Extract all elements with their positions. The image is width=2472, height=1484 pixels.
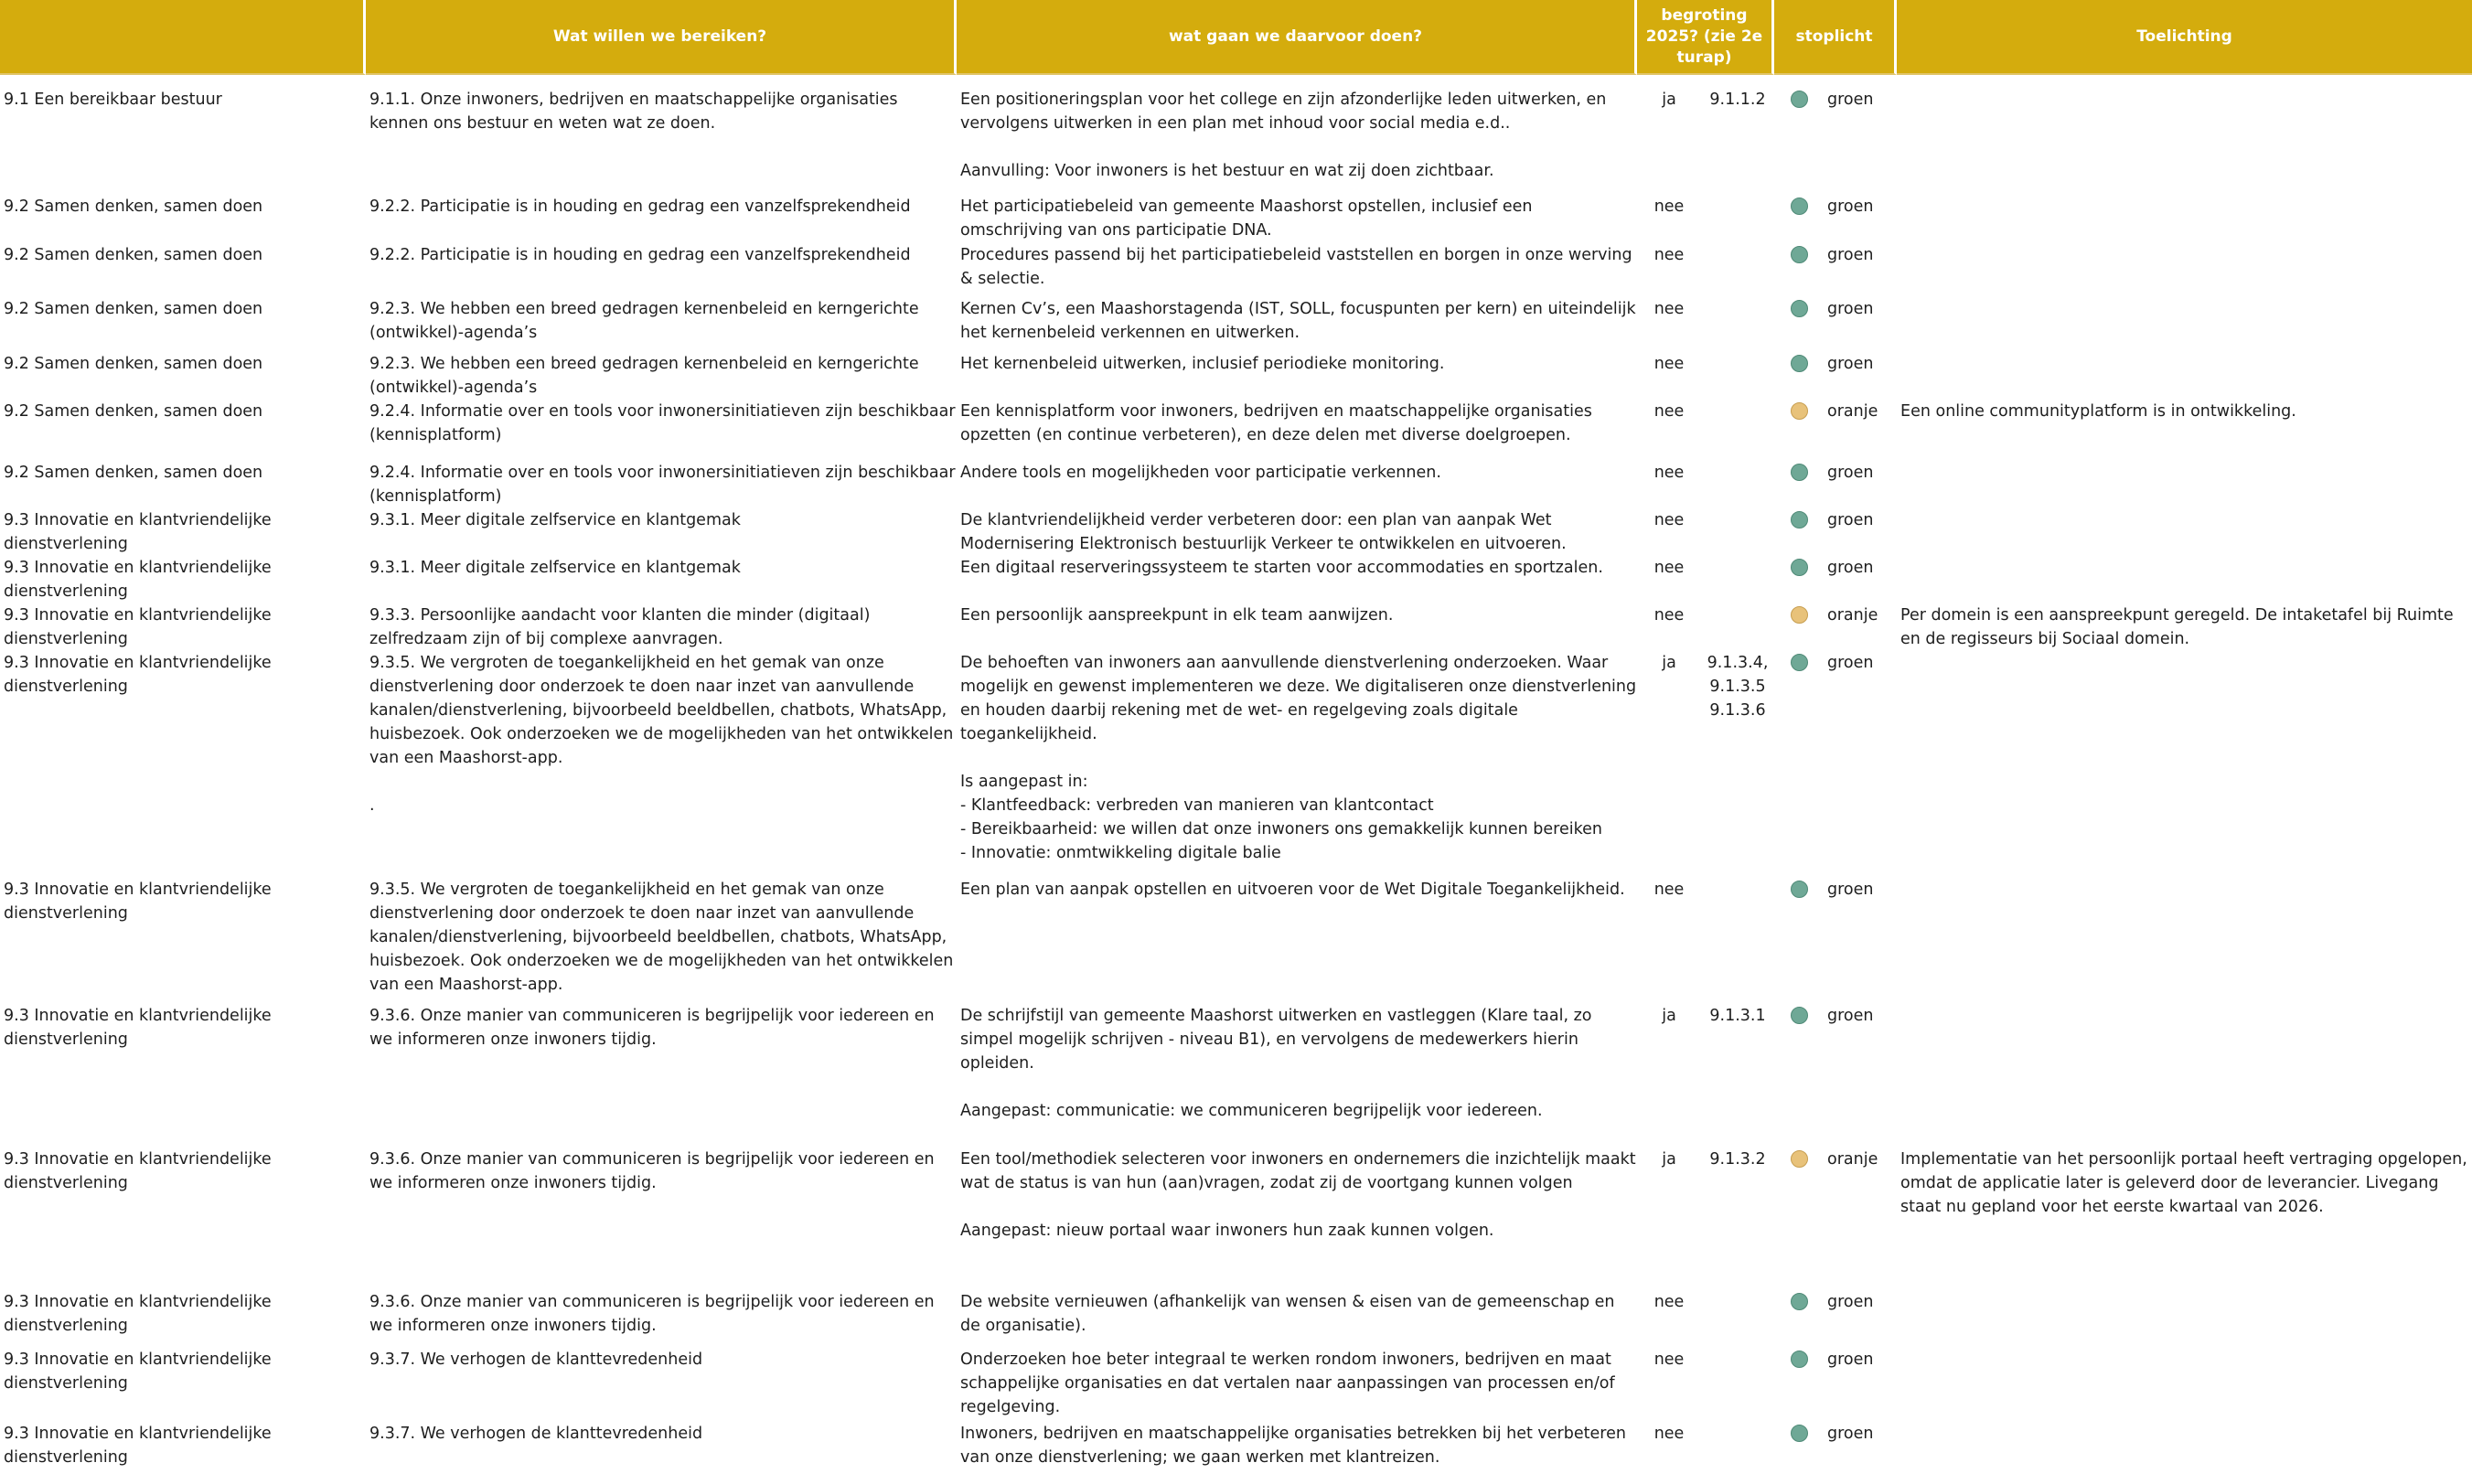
cell-budget: nee [1653,606,1685,625]
cell-target: 9.3.5. We vergroten de toegankelijkheid en het gemak van onze dienstverlening door onderzoek te doen naar inzet van aanvullende kanalen/dienstverlening, bijvoorbeeld beeldbellen, chatbots, WhatsApp, huisbezoek. Ook onderzoeken we de mogelijkheden van het ontwikkelen van een Maashorst-app. . [369,654,954,815]
table-row [0,1348,2472,1422]
cell-target: 9.3.6. Onze manier van communiceren is begrijpelijk voor iedereen en we informeren onze inwoners tijdig. [369,1293,935,1335]
cell-target: 9.2.2. Participatie is in houding en gedrag een vanzelfsprekendheid [369,198,911,216]
cell-target: 9.3.1. Meer digitale zelfservice en klantgemak [369,511,741,529]
cell-action: De behoeften van inwoners aan aanvullende dienstverlening onderzoeken. Waar mogelijk en gewenst implementeren we deze. We digitaliseren onze dienstverlening en houden daarbij rekening met de wet- en regelgeving zoals digitale toegankelijkheid. Is aangepast in: - Klantfeedback: verbreden van manieren van klantcontact - Bereikbaarheid: we willen dat onze inwoners ons gemakkelijk kunnen bereiken - Innovatie: onmtwikkeling digitale balie [960,654,1637,862]
traffic-light-cell [1774,508,1824,556]
traffic-light-cell [1774,651,1824,878]
header-goal [0,0,366,75]
cell-goal: 9.3 Innovatie en klantvriendelijke dienstverlening [4,881,272,923]
cell-target: 9.3.7. We verhogen de klanttevredenheid [369,1425,703,1443]
traffic-light-icon [1791,1425,1808,1442]
cell-action: Kernen Cv’s, een Maashorstagenda (IST, SOLL, focuspunten per kern) en uiteindelijk het kernenbeleid verkennen en uitwerken. [960,300,1636,342]
traffic-light-icon [1791,1007,1808,1024]
traffic-light-cell [1774,461,1824,508]
cell-status: groen [1827,1007,1874,1025]
cell-action: Inwoners, bedrijven en maatschappelijke organisaties betrekken bij het verbeteren van onze dienstverlening; we gaan werken met klantreizen. [960,1425,1626,1467]
table-row [0,651,2472,878]
cell-explanation [1897,556,2472,603]
cell-budget: nee [1653,559,1685,577]
cell-budget: ja [1662,1150,1676,1169]
traffic-light-icon [1791,654,1808,671]
cell-reference: 9.1.1.2 [1709,91,1766,109]
cell-target: 9.3.6. Onze manier van communiceren is begrijpelijk voor iedereen en we informeren onze inwoners tijdig. [369,1007,935,1049]
cell-status: oranje [1827,606,1878,625]
cell-status: groen [1827,246,1874,264]
table-row [0,508,2472,556]
cell-reference [1701,352,1774,400]
cell-goal: 9.2 Samen denken, samen doen [4,355,263,373]
cell-explanation [1897,1348,2472,1422]
cell-explanation [1897,195,2472,243]
cell-action: Onderzoeken hoe beter integraal te werken rondom inwoners, bedrijven en maat schappelijke organisaties en dat vertalen naar aanpassingen van processen en/of regelgeving. [960,1351,1615,1416]
cell-target: 9.3.5. We vergroten de toegankelijkheid en het gemak van onze dienstverlening door onderzoek te doen naar inzet van aanvullende kanalen/dienstverlening, bijvoorbeeld beeldbellen, chatbots, WhatsApp, huisbezoek. Ook onderzoeken we de mogelijkheden van het ontwikkelen van een Maashorst-app. [369,881,954,994]
header-traffic-light: stoplicht [1774,0,1897,75]
cell-status: groen [1827,1425,1874,1443]
cell-goal: 9.1 Een bereikbaar bestuur [4,91,222,109]
traffic-light-cell [1774,878,1824,1004]
traffic-light-icon [1791,464,1808,481]
table-row [0,878,2472,1004]
cell-budget: nee [1653,464,1685,482]
cell-action: Andere tools en mogelijkheden voor participatie verkennen. [960,464,1441,482]
cell-goal: 9.3 Innovatie en klantvriendelijke dienstverlening [4,1007,272,1049]
table-row [0,243,2472,297]
header-row [0,0,2472,75]
cell-goal: 9.3 Innovatie en klantvriendelijke dienstverlening [4,654,272,696]
cell-budget: nee [1653,402,1685,421]
traffic-light-icon [1791,1150,1808,1168]
cell-explanation [1897,352,2472,400]
traffic-light-icon [1791,1293,1808,1310]
cell-status: groen [1827,198,1874,216]
cell-budget: nee [1653,511,1685,529]
cell-target: 9.3.1. Meer digitale zelfservice en klantgemak [369,559,741,577]
cell-explanation: Per domein is een aanspreekpunt geregeld. De intaketafel bij Ruimte en de regisseurs bij Sociaal domein. [1900,606,2454,648]
traffic-light-cell [1774,1290,1824,1348]
cell-explanation [1897,1004,2472,1148]
cell-action: Een plan van aanpak opstellen en uitvoeren voor de Wet Digitale Toegankelijkheid. [960,881,1625,899]
cell-explanation: Een online communityplatform is in ontwikkeling. [1900,402,2296,421]
cell-budget: nee [1653,1293,1685,1311]
table-row [0,556,2472,603]
cell-action: Een kennisplatform voor inwoners, bedrijven en maatschappelijke organisaties opzetten (en continue verbeteren), en deze delen met diverse doelgroepen. [960,402,1592,444]
cell-explanation: Implementatie van het persoonlijk portaal heeft vertraging opgelopen, omdat de applicatie later is geleverd door de leverancier. Livegang staat nu gepland voor het eerste kwartaal van 2026. [1900,1150,2467,1216]
cell-budget: nee [1653,881,1685,899]
cell-reference [1701,508,1774,556]
cell-status: groen [1827,355,1874,373]
cell-action: Een persoonlijk aanspreekpunt in elk team aanwijzen. [960,606,1394,625]
cell-goal: 9.3 Innovatie en klantvriendelijke dienstverlening [4,559,272,601]
cell-budget: nee [1653,246,1685,264]
cell-status: groen [1827,300,1874,318]
table-row [0,400,2472,461]
cell-goal: 9.3 Innovatie en klantvriendelijke dienstverlening [4,606,272,648]
traffic-light-icon [1791,91,1808,108]
cell-goal: 9.3 Innovatie en klantvriendelijke dienstverlening [4,1425,272,1467]
cell-status: groen [1827,559,1874,577]
cell-target: 9.2.3. We hebben een breed gedragen kernenbeleid en kerngerichte (ontwikkel)-agenda’s [369,355,919,397]
cell-status: groen [1827,464,1874,482]
cell-reference [1701,1422,1774,1469]
table-row [0,461,2472,508]
table-row [0,195,2472,243]
traffic-light-icon [1791,881,1808,898]
cell-action: Het kernenbeleid uitwerken, inclusief periodieke monitoring. [960,355,1445,373]
traffic-light-icon [1791,606,1808,624]
cell-action: Procedures passend bij het participatiebeleid vaststellen en borgen in onze werving & selectie. [960,246,1632,288]
traffic-light-cell [1774,603,1824,651]
table-body [0,75,2472,1469]
cell-goal: 9.3 Innovatie en klantvriendelijke dienstverlening [4,1293,272,1335]
cell-action: Een positioneringsplan voor het college en zijn afzonderlijke leden uitwerken, en vervolgens uitwerken in een plan met inhoud voor social media e.d.. Aanvulling: Voor inwoners is het bestuur en wat zij doen zichtbaar. [960,91,1607,180]
traffic-light-icon [1791,246,1808,263]
cell-explanation [1897,297,2472,352]
cell-target: 9.3.6. Onze manier van communiceren is begrijpelijk voor iedereen en we informeren onze inwoners tijdig. [369,1150,935,1192]
cell-action: De website vernieuwen (afhankelijk van wensen & eisen van de gemeenschap en de organisatie). [960,1293,1615,1335]
traffic-light-cell [1774,1148,1824,1290]
traffic-light-cell [1774,556,1824,603]
cell-action: Een digitaal reserveringssysteem te starten voor accommodaties en sportzalen. [960,559,1603,577]
cell-target: 9.3.3. Persoonlijke aandacht voor klanten die minder (digitaal) zelfredzaam zijn of bij complexe aanvragen. [369,606,871,648]
cell-target: 9.2.4. Informatie over en tools voor inwonersinitiatieven zijn beschikbaar (kennisplatform) [369,464,956,506]
table-row [0,603,2472,651]
cell-goal: 9.2 Samen denken, samen doen [4,464,263,482]
cell-explanation [1897,461,2472,508]
cell-reference [1701,195,1774,243]
cell-status: groen [1827,654,1874,672]
cell-reference [1701,1348,1774,1422]
cell-target: 9.2.2. Participatie is in houding en gedrag een vanzelfsprekendheid [369,246,911,264]
header-action: wat gaan we daarvoor doen? [957,0,1637,75]
cell-budget: nee [1653,300,1685,318]
cell-goal: 9.2 Samen denken, samen doen [4,198,263,216]
table-row [0,352,2472,400]
cell-reference [1701,400,1774,461]
cell-status: groen [1827,91,1874,109]
cell-action: Een tool/methodiek selecteren voor inwoners en ondernemers die inzichtelijk maakt wat de status is van hun (aan)vragen, zodat zij de voortgang kunnen volgen Aangepast: nieuw portaal waar inwoners hun zaak kunnen volgen. [960,1150,1636,1240]
cell-goal: 9.3 Innovatie en klantvriendelijke dienstverlening [4,1150,272,1192]
traffic-light-cell [1774,1004,1824,1148]
cell-target: 9.2.3. We hebben een breed gedragen kernenbeleid en kerngerichte (ontwikkel)-agenda’s [369,300,919,342]
table-row [0,1422,2472,1469]
cell-status: oranje [1827,1150,1878,1169]
cell-goal: 9.2 Samen denken, samen doen [4,246,263,264]
cell-status: groen [1827,881,1874,899]
traffic-light-cell [1774,195,1824,243]
traffic-light-cell [1774,1348,1824,1422]
cell-action: Het participatiebeleid van gemeente Maashorst opstellen, inclusief een omschrijving van ons participatie DNA. [960,198,1533,240]
cell-reference [1701,556,1774,603]
cell-action: De schrijfstijl van gemeente Maashorst uitwerken en vastleggen (Klare taal, zo simpel mogelijk schrijven - niveau B1), en vervolgens de medewerkers hierin opleiden. Aangepast: communicatie: we communiceren begrijpelijk voor iedereen. [960,1007,1592,1120]
cell-explanation [1897,651,2472,878]
cell-status: groen [1827,1351,1874,1369]
header-explanation: Toelichting [1897,0,2472,75]
cell-goal: 9.2 Samen denken, samen doen [4,300,263,318]
cell-budget: ja [1662,91,1676,109]
traffic-light-icon [1791,559,1808,576]
cell-budget: nee [1653,1425,1685,1443]
traffic-light-icon [1791,511,1808,528]
traffic-light-cell [1774,1422,1824,1469]
traffic-light-cell [1774,297,1824,352]
cell-reference: 9.1.3.1 [1709,1007,1766,1025]
cell-reference [1701,878,1774,1004]
traffic-light-icon [1791,355,1808,372]
cell-status: oranje [1827,402,1878,421]
cell-explanation [1897,88,2472,195]
cell-reference [1701,461,1774,508]
cell-target: 9.1.1. Onze inwoners, bedrijven en maatschappelijke organisaties kennen ons bestuur en weten wat ze doen. [369,91,898,133]
cell-target: 9.3.7. We verhogen de klanttevredenheid [369,1351,703,1369]
cell-explanation [1897,1422,2472,1469]
cell-status: groen [1827,1293,1874,1311]
traffic-light-cell [1774,352,1824,400]
cell-goal: 9.2 Samen denken, samen doen [4,402,263,421]
cell-budget: ja [1662,654,1676,672]
cell-reference [1701,603,1774,651]
cell-budget: nee [1653,355,1685,373]
traffic-light-icon [1791,1351,1808,1368]
traffic-light-icon [1791,300,1808,317]
table-row [0,1290,2472,1348]
header-budget: begroting 2025? (zie 2e turap) [1637,0,1774,75]
cell-explanation [1897,1290,2472,1348]
table-row [0,297,2472,352]
cell-reference: 9.1.3.2 [1709,1150,1766,1169]
table-row [0,1148,2472,1290]
table-row [0,88,2472,195]
cell-reference [1701,297,1774,352]
cell-explanation [1897,508,2472,556]
cell-action: De klantvriendelijkheid verder verbeteren door: een plan van aanpak Wet Modernisering Elektronisch bestuurlijk Verkeer te ontwikkelen en uitvoeren. [960,511,1567,553]
cell-reference: 9.1.3.4, 9.1.3.5 9.1.3.6 [1707,654,1769,720]
cell-reference [1701,243,1774,297]
cell-explanation [1897,878,2472,1004]
cell-explanation [1897,243,2472,297]
traffic-light-icon [1791,198,1808,215]
traffic-light-cell [1774,88,1824,195]
header-target: Wat willen we bereiken? [366,0,957,75]
table-row [0,1004,2472,1148]
cell-budget: nee [1653,198,1685,216]
cell-goal: 9.3 Innovatie en klantvriendelijke dienstverlening [4,511,272,553]
traffic-light-cell [1774,243,1824,297]
cell-budget: ja [1662,1007,1676,1025]
cell-goal: 9.3 Innovatie en klantvriendelijke dienstverlening [4,1351,272,1393]
traffic-light-cell [1774,400,1824,461]
traffic-light-icon [1791,402,1808,420]
cell-reference [1701,1290,1774,1348]
cell-budget: nee [1653,1351,1685,1369]
cell-target: 9.2.4. Informatie over en tools voor inwonersinitiatieven zijn beschikbaar (kennisplatform) [369,402,956,444]
cell-status: groen [1827,511,1874,529]
